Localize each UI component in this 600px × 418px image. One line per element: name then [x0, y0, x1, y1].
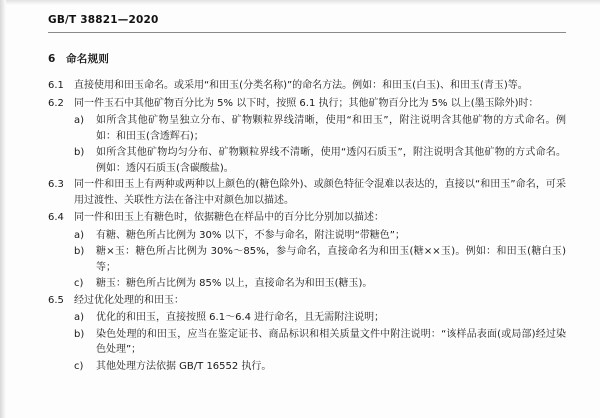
sub-text: 如所含其他矿物呈独立分布、矿物颗粒界线清晰，使用“和田玉”，附注说明含其他矿物的方式命名。例如：和田玉(含透辉石)；	[96, 115, 566, 142]
clause-text: 直接使用和田玉命名。或采用“和田玉(分类名称)”的命名方法。例如：和田玉(白玉)、和田玉(青玉)等。	[74, 80, 528, 91]
sub-label: a)	[74, 115, 85, 126]
section-heading	[48, 51, 566, 66]
section-number: 6	[48, 53, 56, 65]
clause-6-1	[48, 78, 566, 94]
clause-6-3	[48, 177, 566, 208]
clause-text: 同一件玉石中其他矿物百分比为 5% 以下时，按照 6.1 执行；其他矿物百分比为 5% 以上(墨玉除外)时：	[74, 97, 539, 109]
sub-label: b)	[74, 147, 85, 158]
clause-6-2-item-a	[74, 113, 566, 144]
scan-edge-top	[0, 0, 600, 5]
clause-label: 6.1	[48, 80, 64, 91]
sub-label: b)	[74, 328, 85, 340]
sub-text: 糖玉：糖色所占比例为 85% 以上，直接命名为和田玉(糖玉)。	[96, 278, 373, 289]
clause-6-4	[48, 210, 566, 226]
page-header: GB/T 38821—2020	[48, 14, 159, 26]
clause-text: 同一件和田玉上有糖色时，依据糖色在样品中的百分比分别加以描述：	[74, 212, 384, 223]
sub-text: 如所含其他矿物均匀分布、矿物颗粒界线不清晰，使用“透闪石质玉”，附注说明含其他矿物的方式命名。例如：透闪石质玉(含碳酸盐)。	[96, 147, 566, 174]
sub-text: 糖×玉：糖色所占比例为 30%～85%，参与命名，直接命名为和田玉(糖××玉)。例如：和田玉(糖白玉)等；	[96, 246, 566, 273]
scan-edge-left	[0, 0, 6, 418]
sub-text: 其他处理方法依据 GB/T 16552 执行。	[96, 360, 272, 372]
clause-label: 6.5	[48, 294, 64, 306]
clause-6-5-item-b	[74, 327, 566, 358]
clause-6-2-item-b	[74, 145, 566, 176]
clause-text: 同一件和田玉上有两种或两种以上颜色的(糖色除外)、或颜色特征令混难以表达的，直接以“和田玉”命名，可采用过渡性、关联性方法在备注中对颜色加以描述。	[74, 179, 566, 206]
clause-6-5	[48, 293, 566, 309]
clause-label: 6.4	[48, 212, 64, 223]
sub-label: c)	[74, 278, 84, 289]
sub-label: b)	[74, 246, 85, 257]
sub-label: c)	[74, 360, 84, 372]
clause-6-4-item-b	[74, 244, 566, 275]
sub-label: a)	[74, 312, 85, 323]
clause-label: 6.3	[48, 179, 64, 190]
clause-6-2	[48, 96, 566, 112]
clause-6-4-item-c	[74, 276, 566, 292]
clause-6-5-item-a	[74, 310, 566, 326]
clause-text: 经过优化处理的和田玉：	[74, 294, 184, 306]
sub-text: 优化的和田玉，直接按照 6.1～6.4 进行命名，且无需附注说明；	[96, 312, 385, 323]
sub-text: 有糖、糖色所占比例为 30% 以下，不参与命名，附注说明“带糖色”；	[96, 229, 405, 241]
clause-label: 6.2	[48, 97, 64, 109]
sub-text: 染色处理的和田玉，应当在鉴定证书、商品标识和相关质量文件中附注说明：“该样品表面(或局部)经过染色处理”；	[96, 328, 566, 355]
header-divider	[48, 32, 566, 33]
sub-label: a)	[74, 229, 85, 241]
clause-6-4-item-a	[74, 228, 566, 244]
clause-6-5-item-c	[74, 359, 566, 375]
section-title-text: 命名规则	[66, 53, 110, 65]
